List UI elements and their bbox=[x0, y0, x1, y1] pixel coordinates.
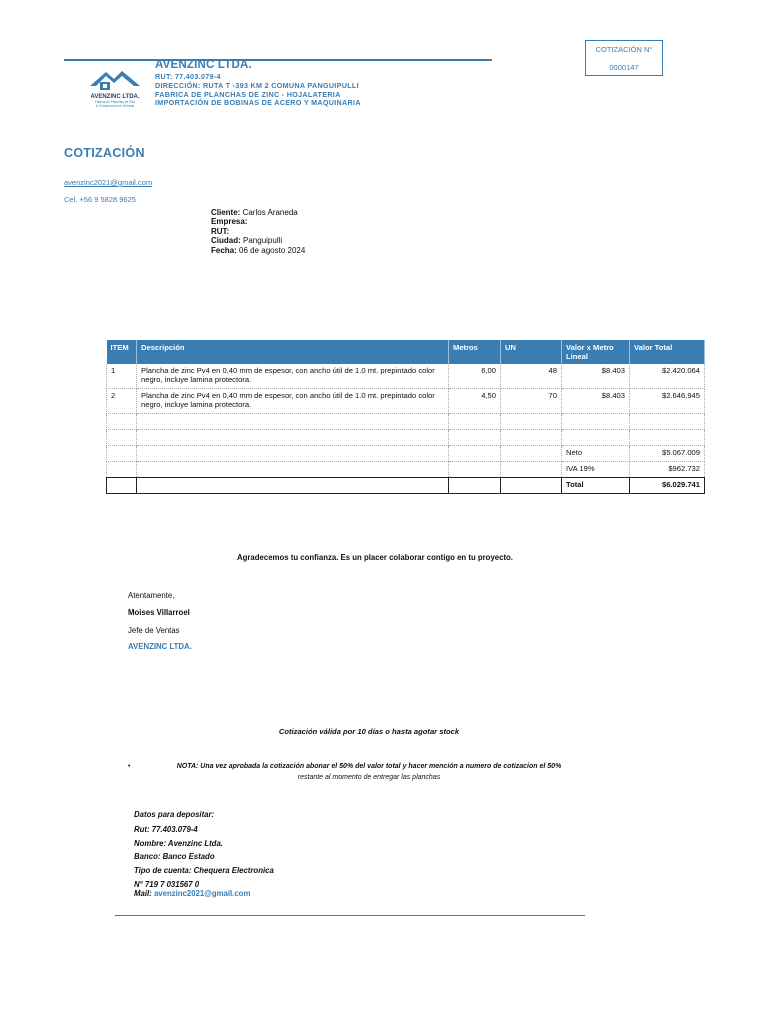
document-title: COTIZACIÓN bbox=[64, 146, 145, 160]
net-value: $5.067.009 bbox=[630, 446, 705, 462]
table-row-empty bbox=[107, 430, 705, 446]
header-rule bbox=[64, 59, 492, 61]
quote-number-label: COTIZACIÓN N° bbox=[595, 45, 653, 54]
col-header-units: UN bbox=[501, 340, 562, 364]
table-row: 2 Plancha de zinc Pv4 en 0,40 mm de espesor, con ancho útil de 1.0 mt. prepintado color negro, incluye lamina protectora. 4,50 70 $8.403 $2.646.945 bbox=[107, 389, 705, 414]
deposit-mail-line: Mail: avenzinc2021@gmail.com bbox=[134, 889, 251, 898]
thanks-message: Agradecemos tu confianza. Es un placer colaborar contigo en tu proyecto. bbox=[237, 553, 513, 562]
tax-row bbox=[107, 462, 705, 478]
client-city-line: Ciudad: Panguipulli bbox=[211, 236, 283, 245]
company-name: AVENZINC LTDA. bbox=[155, 59, 252, 71]
company-factory: FABRICA DE PLANCHAS DE ZINC - HOJALATERIA bbox=[155, 90, 341, 99]
col-header-item: ITEM bbox=[107, 340, 137, 364]
net-row bbox=[107, 446, 705, 462]
client-rut-line: RUT: bbox=[211, 227, 230, 236]
contact-phone: Cel. +56 9 5828 9625 bbox=[64, 195, 136, 204]
deposit-mail-link[interactable]: avenzinc2021@gmail.com bbox=[153, 889, 251, 898]
col-header-meters: Metros bbox=[449, 340, 501, 364]
client-company-line: Empresa: bbox=[211, 217, 248, 226]
quote-number: 0000147 bbox=[609, 63, 639, 72]
note-line-2: restante al momento de entregar las planchas bbox=[297, 774, 441, 781]
footer-rule bbox=[115, 915, 585, 916]
net-label: Neto bbox=[562, 446, 630, 462]
quote-number-box bbox=[585, 40, 663, 76]
company-rut: RUT: 77.403.079-4 bbox=[155, 72, 221, 81]
signature-role: Jefe de Ventas bbox=[128, 626, 180, 635]
total-label: Total bbox=[562, 478, 630, 494]
table-header-row bbox=[107, 340, 705, 364]
table-row-empty bbox=[107, 414, 705, 430]
contact-email-link[interactable]: avenzinc2021@gmail.com bbox=[64, 178, 153, 187]
deposit-bank: Banco: Banco Estado bbox=[134, 852, 215, 861]
svg-text:& Construcción en General: & Construcción en General bbox=[95, 104, 135, 108]
client-date-line: Fecha: 06 de agosto 2024 bbox=[211, 246, 306, 255]
note-line-1: NOTA: Una vez aprobada la cotización abonar el 50% del valor total y hacer mención a numero de cotizacion el 50% bbox=[176, 763, 562, 770]
deposit-account-number: N° 719 7 031567 0 bbox=[134, 880, 200, 889]
col-header-unit-price: Valor x Metro Lineal bbox=[562, 340, 630, 364]
total-value: $6.029.741 bbox=[630, 478, 705, 494]
note-bullet: • bbox=[128, 763, 131, 770]
table-row: 1 Plancha de zinc Pv4 en 0,40 mm de espesor, con ancho útil de 1.0 mt. prepintado color negro, incluye lamina protectora. 6,00 48 $8.403 $2.420.064 bbox=[107, 364, 705, 389]
quote-items-table bbox=[106, 340, 705, 494]
validity-note: Cotización válida por 10 días o hasta agotar stock bbox=[278, 727, 460, 736]
company-logo bbox=[84, 66, 146, 110]
company-address: DIRECCIÓN: RUTA T -393 KM 2 COMUNA PANGUIPULLI bbox=[155, 81, 359, 90]
deposit-name: Nombre: Avenzinc Ltda. bbox=[134, 839, 223, 848]
deposit-rut: Rut: 77.403.079-4 bbox=[134, 825, 198, 834]
signature-greeting: Atentamente, bbox=[128, 591, 175, 600]
deposit-title: Datos para depositar: bbox=[134, 810, 215, 819]
logo-text: AVENZINC LTDA. bbox=[90, 94, 140, 100]
signature-company: AVENZINC LTDA. bbox=[128, 642, 192, 651]
tax-label: IVA 19% bbox=[562, 462, 630, 478]
signature-name: Moises Villarroel bbox=[128, 608, 190, 617]
svg-text:Fábrica de Planchas de Zinc: Fábrica de Planchas de Zinc bbox=[94, 100, 136, 104]
deposit-account-type: Tipo de cuenta: Chequera Electronica bbox=[134, 866, 274, 875]
client-name-line: Cliente: Carlos Araneda bbox=[211, 208, 298, 217]
total-row bbox=[107, 478, 705, 494]
col-header-description: Descripción bbox=[137, 340, 449, 364]
tax-value: $962.732 bbox=[630, 462, 705, 478]
company-import: IMPORTACIÓN DE BOBINAS DE ACERO Y MAQUINARIA bbox=[155, 98, 361, 107]
col-header-total: Valor Total bbox=[630, 340, 705, 364]
